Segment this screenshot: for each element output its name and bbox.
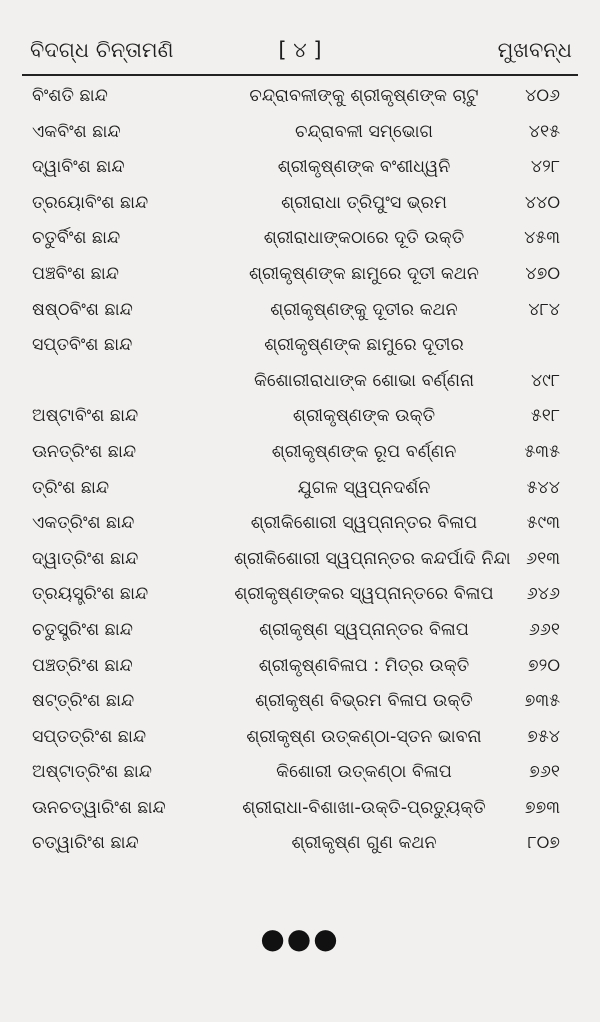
toc-chapter: ଷଟ୍‌ତ୍ରିଂଶ ଛାନ୍ଦ <box>32 691 135 712</box>
toc-row <box>22 292 578 328</box>
toc-row <box>22 114 578 150</box>
toc-row <box>22 541 578 577</box>
toc-title: ଯୁଗଳ ସ୍ୱପ୍ନଦର୍ଶନ <box>297 477 431 498</box>
toc-page-number: ୬୬୧ <box>528 619 560 640</box>
toc-chapter: ଊନଚତ୍ୱାରିଂଶ ଛାନ୍ଦ <box>32 797 166 818</box>
toc-page-number: ୭୨୦ <box>527 655 560 676</box>
toc-row <box>22 398 578 434</box>
toc-chapter: ପଞ୍ଚତ୍ରିଂଶ ଛାନ୍ଦ <box>32 655 133 676</box>
toc-row <box>22 256 578 292</box>
toc-page-number: ୪୦୬ <box>525 86 560 106</box>
toc-chapter: ଚତୁର୍ବିଂଶ ଛାନ୍ଦ <box>32 228 121 249</box>
toc-row <box>22 754 578 790</box>
toc-page-number: ୫୩୫ <box>524 441 560 462</box>
toc-page-number: ୭୫୪ <box>527 726 560 747</box>
toc-page-number: ୪୫୩ <box>524 228 560 249</box>
toc-title: ଶ୍ରୀକିଶୋରୀ ସ୍ୱପ୍ନାନ୍ତର ବିଳାପ <box>250 513 478 534</box>
toc-chapter: ପଞ୍ଚବିଂଶ ଛାନ୍ଦ <box>32 263 119 284</box>
toc-page-number: ୫୯୩ <box>526 513 560 534</box>
toc-page-number: ୪୨୮ <box>530 157 560 178</box>
toc-row <box>22 790 578 826</box>
toc-title: ଶ୍ରୀରାଧା ତ୍ରିପୁଂସ ଭ୍ରମ <box>281 192 447 213</box>
toc-page-number: ୪୧୫ <box>528 121 560 142</box>
toc-page-number: ୫୪୪ <box>526 477 560 498</box>
toc-row <box>22 683 578 719</box>
table-of-contents <box>22 78 578 861</box>
toc-page-number: ୪୭୦ <box>525 263 560 284</box>
toc-chapter: ଚତୁସ୍ତ୍ରିଂଶ ଛାନ୍ଦ <box>32 619 133 640</box>
toc-row <box>22 576 578 612</box>
toc-row <box>22 78 578 114</box>
toc-row <box>22 185 578 221</box>
toc-chapter: ଦ୍ୱାବିଂଶ ଛାନ୍ଦ <box>32 157 125 178</box>
toc-page-number: ୮୦୭ <box>527 833 560 854</box>
toc-chapter: ସପ୍ତତ୍ରିଂଶ ଛାନ୍ଦ <box>32 726 147 747</box>
toc-row <box>22 648 578 684</box>
toc-row <box>22 220 578 256</box>
toc-title: ଶ୍ରୀକିଶୋରୀ ସ୍ୱପ୍ନାନ୍ତର କନ୍ଦର୍ପାଦି ନିନ୍ଦା <box>234 548 511 569</box>
ornament-dots: ●●● <box>260 922 340 955</box>
toc-title: ଶ୍ରୀକୃଷ୍ଣଙ୍କ ବଂଶୀଧ୍ୱନି <box>277 157 451 178</box>
toc-title: ଶ୍ରୀକୃଷ୍ଣବିଳାପ : ମିତ୍ର ଉକ୍ତି <box>258 655 470 676</box>
toc-page-number: ୬୪୬ <box>526 584 560 605</box>
toc-title: ଶ୍ରୀକୃଷ୍ଣ ସ୍ୱପ୍ନାନ୍ତର ବିଳାପ <box>259 619 469 640</box>
toc-title: ଶ୍ରୀକୃଷ୍ଣଙ୍କର ସ୍ୱପ୍ନାନ୍ତରେ ବିଳାପ <box>234 584 494 605</box>
toc-page-number: ୬୧୩ <box>526 548 560 569</box>
header-rule <box>22 74 578 76</box>
toc-chapter: ଊନତ୍ରିଂଶ ଛାନ୍ଦ <box>32 441 137 462</box>
toc-title: କିଶୋରୀରାଧାଙ୍କ ଶୋଭା ବର୍ଣ୍ଣନା <box>253 370 475 391</box>
toc-title: ଶ୍ରୀରାଧାଙ୍କଠାରେ ଦୂତି ଉକ୍ତି <box>263 228 465 249</box>
toc-title: ଶ୍ରୀରାଧା-ବିଶାଖା-ଉକ୍ତି-ପ୍ରତ୍ୟୁକ୍ତି <box>242 797 486 818</box>
toc-title: ଚନ୍ଦ୍ରାବଳୀଙ୍କୁ ଶ୍ରୀକୃଷ୍ଣଙ୍କ ଚାଟୁ <box>249 86 479 106</box>
toc-chapter: ବିଂଶତି ଛାନ୍ଦ <box>32 86 108 106</box>
toc-title: ଶ୍ରୀକୃଷ୍ଣଙ୍କ ରୂପ ବର୍ଣ୍ଣନ <box>271 441 457 462</box>
toc-chapter: ତ୍ରିଂଶ ଛାନ୍ଦ <box>32 477 110 498</box>
toc-page-number: ୪୪୦ <box>524 192 560 213</box>
toc-page-number: ୪୯୮ <box>530 370 560 391</box>
toc-title: ଶ୍ରୀକୃଷ୍ଣଙ୍କୁ ଦୂତୀର କଥନ <box>270 299 458 320</box>
toc-row <box>22 719 578 755</box>
toc-title: ଶ୍ରୀକୃଷ୍ଣ ଗୁଣ କଥନ <box>291 833 437 854</box>
toc-title: ଶ୍ରୀକୃଷ୍ଣଙ୍କ ଉକ୍ତି <box>292 406 436 427</box>
toc-chapter: ସପ୍ତବିଂଶ ଛାନ୍ଦ <box>32 335 133 356</box>
toc-row <box>22 825 578 861</box>
toc-row <box>22 612 578 648</box>
toc-row <box>22 363 578 399</box>
toc-page-number: ୭୩୫ <box>524 691 560 712</box>
toc-chapter: ଏକବିଂଶ ଛାନ୍ଦ <box>32 121 121 142</box>
toc-chapter: ଦ୍ୱାତ୍ରିଂଶ ଛାନ୍ଦ <box>32 548 139 569</box>
toc-page-number: ୪୮୪ <box>528 299 560 320</box>
toc-title: ଶ୍ରୀକୃଷ୍ଣ ଉତ୍କଣ୍ଠା-ସ୍ତନ ଭାବନା <box>246 726 482 747</box>
toc-chapter: ଅଷ୍ଟାବିଂଶ ଛାନ୍ଦ <box>32 406 139 427</box>
toc-chapter: ତ୍ରୟୋବିଂଶ ଛାନ୍ଦ <box>32 192 149 213</box>
toc-chapter: ଷଷ୍ଠବିଂଶ ଛାନ୍ଦ <box>32 299 133 320</box>
toc-page-number: ୫୧୮ <box>530 406 560 427</box>
toc-title: ଶ୍ରୀକୃଷ୍ଣଙ୍କ ଛାମୁରେ ଦୂତୀ କଥନ <box>249 263 479 284</box>
toc-title: ଚନ୍ଦ୍ରାବଳୀ ସମ୍ଭୋଗ <box>295 121 433 142</box>
toc-row <box>22 434 578 470</box>
toc-title: ଶ୍ରୀକୃଷ୍ଣ ବିଭ୍ରମ ବିଳାପ ଉକ୍ତି <box>255 691 473 712</box>
toc-page-number: ୭୭୩ <box>524 797 560 818</box>
running-header <box>22 28 578 72</box>
toc-page-number: ୭୬୧ <box>529 762 560 783</box>
toc-row <box>22 470 578 506</box>
toc-row <box>22 505 578 541</box>
toc-title: ଶ୍ରୀକୃଷ୍ଣଙ୍କ ଛାମୁରେ ଦୂତୀର <box>264 335 464 356</box>
toc-chapter: ଚତ୍ୱାରିଂଶ ଛାନ୍ଦ <box>32 833 139 854</box>
toc-chapter: ତ୍ରୟସ୍ତ୍ରିଂଶ ଛାନ୍ଦ <box>32 584 149 605</box>
toc-row <box>22 149 578 185</box>
toc-title: କିଶୋରୀ ଉତ୍କଣ୍ଠା ବିଳାପ <box>276 762 452 783</box>
book-title: ବିଦଗ୍ଧ ଚିନ୍ତାମଣି <box>30 38 174 62</box>
toc-row <box>22 327 578 363</box>
toc-chapter: ଅଷ୍ଟାତ୍ରିଂଶ ଛାନ୍ଦ <box>32 762 152 783</box>
toc-chapter: ଏକତ୍ରିଂଶ ଛାନ୍ଦ <box>32 513 135 534</box>
section-title: ମୁଖବନ୍ଧ <box>497 38 572 62</box>
page-number: [ ୪ ] <box>278 38 322 62</box>
